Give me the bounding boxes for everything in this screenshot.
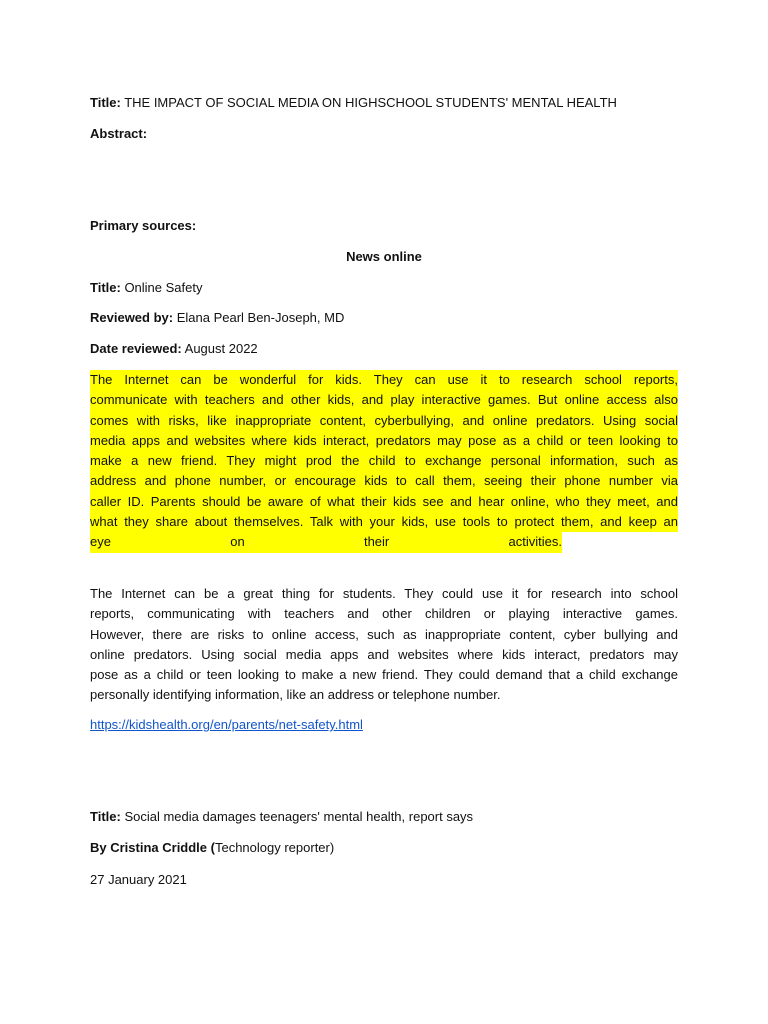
section-heading (90, 248, 678, 266)
quote-line: address and phone number, or encourage kids to call them, seeing their phone number via (90, 471, 678, 491)
paper-title-value: THE IMPACT OF SOCIAL MEDIA ON HIGHSCHOOL STUDENTS' MENTAL HEALTH (120, 95, 617, 110)
primary-sources-label: Primary sources: (90, 218, 197, 233)
paper-title (90, 94, 678, 112)
quote-line: The Internet can be wonderful for kids. They can use it to research school reports, (90, 370, 678, 390)
source2-byline-label: By Cristina Criddle ( (90, 840, 215, 855)
source1-date-label: Date reviewed: (90, 341, 182, 356)
paper-title-label: Title: (90, 95, 121, 110)
source1-reviewer-label: Reviewed by: (90, 310, 174, 325)
paraphrase-line: The Internet can be a great thing for students. They could use it for research into school (90, 586, 678, 601)
source1-reviewer-value: Elana Pearl Ben-Joseph, MD (173, 310, 345, 325)
paraphrase-line: personally identifying information, like an address or telephone number. (90, 687, 501, 703)
source1-date (90, 340, 678, 358)
paraphrase-line: However, there are risks to online access, such as inappropriate content, cyber bullying and (90, 626, 678, 642)
section-heading-text: News online (346, 249, 422, 264)
source1-title (90, 279, 678, 297)
source2-date-value: 27 January 2021 (90, 872, 187, 887)
source2-title-label: Title: (90, 809, 121, 824)
paraphrase-line: reports, communicating with teachers and other children or playing interactive games. (90, 606, 678, 622)
source2-byline (90, 839, 678, 857)
source1-title-value: Online Safety (120, 280, 203, 295)
source1-link-line (90, 716, 678, 734)
quote-line: what they share about themselves. Talk with your kids, use tools to protect them, and keep an (90, 512, 678, 532)
quote-line: comes with risks, like inappropriate content, cyberbullying, and online predators. Using social (90, 411, 678, 431)
quote-line: caller ID. Parents should be aware of what their kids see and hear online, who they meet, and (90, 492, 678, 512)
source1-reviewer (90, 309, 678, 327)
source1-url-link[interactable]: https://kidshealth.org/en/parents/net-safety.html (90, 717, 363, 732)
primary-sources-heading (90, 217, 678, 235)
highlighted-quote (90, 370, 678, 553)
quote-line: eye on their activities. (90, 532, 678, 552)
quote-line: communicate with teachers and other kids, and play interactive games. But online access also (90, 390, 678, 410)
source2-date (90, 871, 678, 889)
quote-line: make a new friend. They might prod the child to exchange personal information, such as (90, 451, 678, 471)
paraphrase-paragraph (90, 584, 678, 706)
source2-title (90, 808, 678, 826)
source1-title-label: Title: (90, 280, 121, 295)
source2-title-value: Social media damages teenagers' mental health, report says (120, 809, 474, 824)
quote-line: media apps and websites where kids interact, predators may pose as a child or teen looking to (90, 431, 678, 451)
abstract-heading (90, 125, 678, 143)
abstract-label: Abstract: (90, 126, 148, 141)
paraphrase-line: online predators. Using social media apps and websites where kids interact, predators may (90, 646, 678, 662)
source2-byline-value: Technology reporter) (214, 840, 335, 855)
paraphrase-line: pose as a child or teen looking to make a new friend. They could demand that a child exchange (90, 667, 678, 683)
source1-date-value: August 2022 (181, 341, 258, 356)
